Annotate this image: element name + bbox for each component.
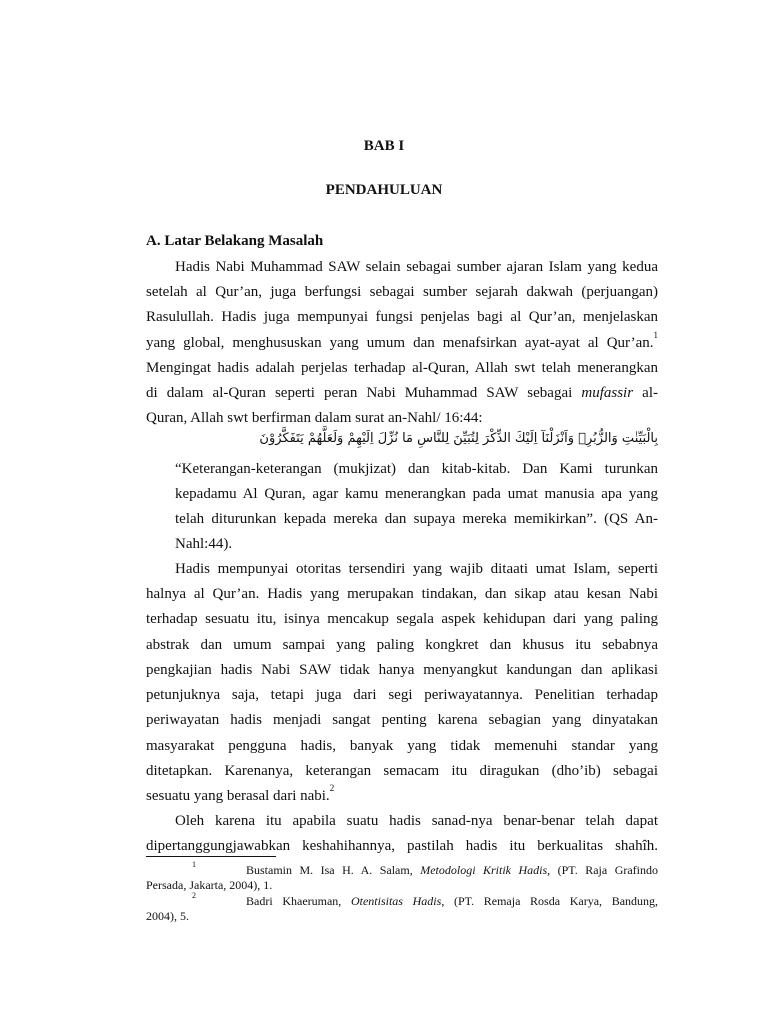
footnote-text: Bustamin M. Isa H. A. Salam,: [246, 863, 421, 877]
footnote-reference[interactable]: 2: [329, 783, 335, 793]
paragraph-text: yang global, menghususkan yang umum dan menafsirkan ayat-ayat al Qur’an.: [146, 335, 654, 351]
paragraph-line: halnya al Qur’an. Hadis yang merupakan tindakan, dan sikap atau kesan Nabi: [146, 586, 658, 602]
paragraph-line: Quran, Allah swt berfirman dalam surat an-Nahl/ 16:44:: [146, 410, 483, 426]
arabic-verse: بِالْبَيِّنٰتِ وَالزُّبُرِۗ وَاَنْزَلْنَآ اِلَيْكَ الذِّكْرَ لِتُبَيِّنَ لِلنَّاسِ مَا نُزِّلَ اِلَيْهِمْ وَلَعَلَّهُمْ يَتَفَكَّرُوْنَ: [259, 431, 658, 446]
footnote-title: Metodologi Kritik Hadis: [420, 863, 548, 877]
quote-line: kepadamu Al Quran, agar kamu menerangkan pada umat manusia apa yang: [175, 486, 658, 502]
paragraph-line: [146, 783, 658, 805]
paragraph-line: masyarakat pengguna hadis, banyak yang tidak memenuhi standar yang: [146, 738, 658, 754]
footnote-line: [246, 863, 658, 878]
paragraph-line: Oleh karena itu apabila suatu hadis sanad-nya benar-benar telah dapat: [175, 813, 658, 829]
paragraph-line: petunjuknya saja, tetapi juga dari segi periwayatannya. Penelitian terhadap: [146, 687, 658, 703]
paragraph-line: Hadis mempunyai otoritas tersendiri yang wajib ditaati umat Islam, seperti: [175, 561, 658, 577]
paragraph-line: [146, 384, 658, 402]
footnote-number: 2: [192, 891, 196, 900]
paragraph-line: Hadis Nabi Muhammad SAW selain sebagai sumber ajaran Islam yang kedua: [175, 259, 658, 275]
paragraph-line: periwayatan hadis menjadi sangat penting karena sebagian yang dinyatakan: [146, 712, 658, 728]
footnote-reference[interactable]: 1: [653, 330, 658, 340]
quote-line: Nahl:44).: [175, 536, 233, 552]
paragraph-line: setelah al Qur’an, juga berfungsi sebagai sumber sejarah dakwah (perjuangan): [146, 284, 658, 300]
paragraph-line: Rasulullah. Hadis juga mempunyai fungsi penjelas bagi al Qur’an, menjelaskan: [146, 309, 658, 325]
footnote-title: Otentisitas Hadis: [350, 894, 442, 908]
paragraph-line: dipertanggungjawabkan keshahihannya, pastilah hadis itu berkualitas shahîh.: [146, 838, 658, 854]
paragraph-line: terhadap sesuatu itu, isinya mencakup segala aspek kehidupan dari yang paling: [146, 611, 658, 627]
paragraph-line: abstrak dan umum sampai yang paling kongkret dan khusus itu sebabnya: [146, 637, 658, 653]
footnote-text: , (PT. Remaja Rosda Karya, Bandung,: [441, 894, 659, 908]
paragraph-line: [146, 330, 658, 352]
chapter-title: PENDAHULUAN: [325, 182, 443, 198]
paragraph-text: sesuatu yang berasal dari nabi.: [146, 788, 330, 804]
quote-line: telah diturunkan kepada mereka dan supaya mereka memikirkan”. (QS An-: [175, 511, 658, 527]
section-heading: A. Latar Belakang Masalah: [146, 233, 324, 249]
footnote-number: 1: [192, 860, 196, 869]
footnote-line: 2004), 5.: [146, 909, 189, 923]
footnote-text: , (PT. Raja Grafindo: [547, 863, 659, 877]
paragraph-line: Mengingat hadis adalah perjelas terhadap al-Quran, Allah swt telah menerangkan: [146, 360, 658, 376]
paragraph-text: di dalam al-Quran seperti peran Nabi Muhammad SAW sebagai: [146, 385, 582, 401]
quote-line: “Keterangan-keterangan (mukjizat) dan kitab-kitab. Dan Kami turunkan: [175, 461, 658, 477]
paragraph-line: ditetapkan. Karenanya, keterangan semacam itu diragukan (dho’ib) sebagai: [146, 763, 658, 779]
chapter-label: BAB I: [363, 138, 405, 154]
italic-term: mufassir: [581, 385, 634, 401]
footnote-line: [246, 894, 658, 909]
footnote-line: Persada, Jakarta, 2004), 1.: [146, 878, 273, 892]
paragraph-line: pengkajian hadis Nabi SAW tidak hanya menyangkut kandungan dan aplikasi: [146, 662, 658, 678]
footnote-text: Badri Khaeruman,: [246, 894, 351, 908]
footnote-separator: [146, 856, 276, 857]
paragraph-text: al-: [633, 385, 658, 401]
